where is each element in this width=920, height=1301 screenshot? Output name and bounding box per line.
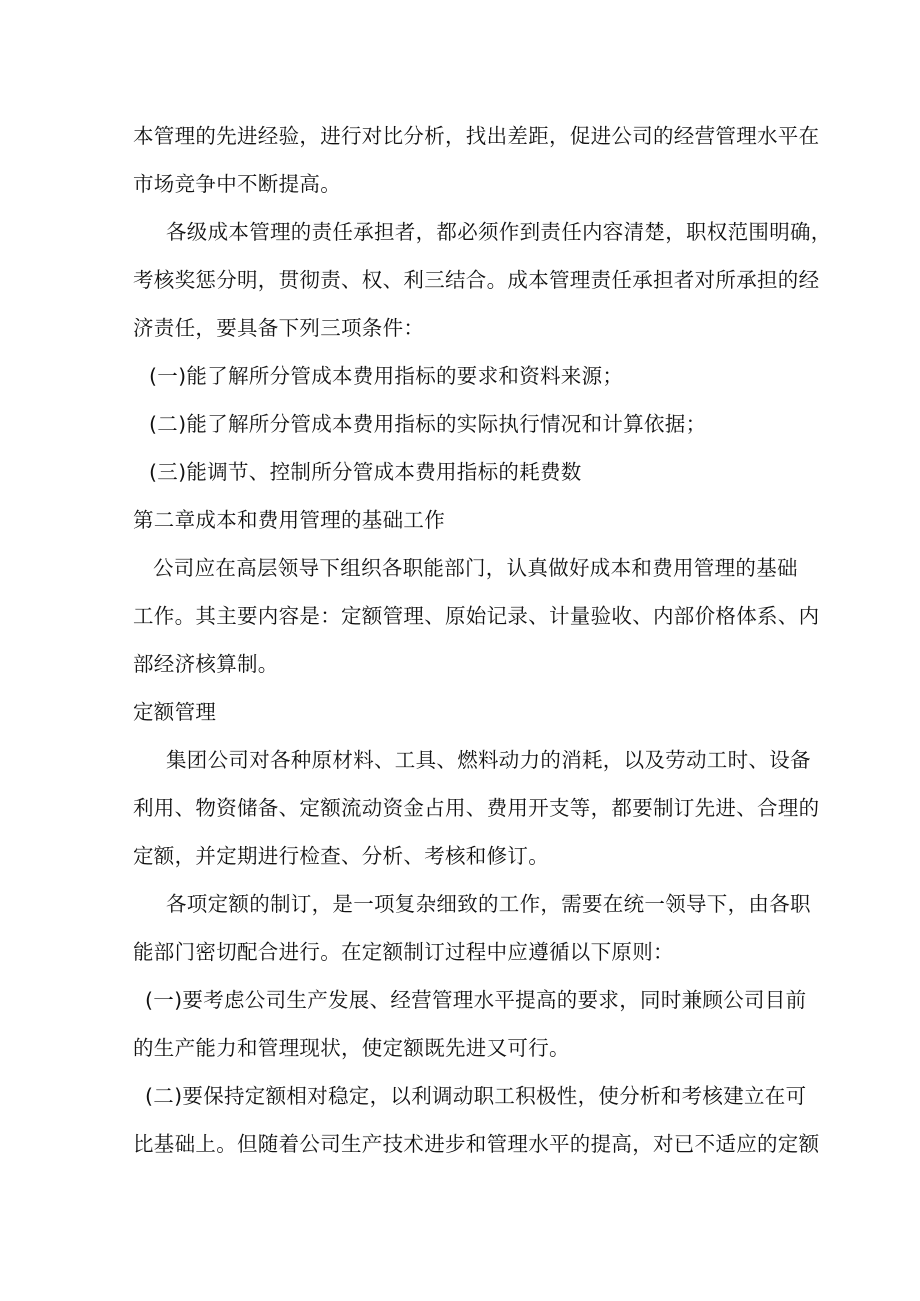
- list-item-line: (二)能了解所分管成本费用指标的实际执行情况和计算依据；: [149, 412, 707, 436]
- text-line: 济责任，要具备下列三项条件：: [133, 316, 425, 340]
- paragraph-start-line: 各级成本管理的责任承担者，都必须作到责任内容清楚，职权范围明确，: [166, 220, 832, 244]
- document-body: [133, 112, 832, 1168]
- list-item-line: (一)要考虑公司生产发展、经营管理水平提高的要求，同时兼顾公司目前: [145, 988, 807, 1012]
- text-line: 能部门密切配合进行。在定额制订过程中应遵循以下原则：: [133, 940, 674, 964]
- list-item-line: (二)要保持定额相对稳定，以利调动职工积极性，使分析和考核建立在可: [145, 1084, 807, 1108]
- chapter-heading: 第二章成本和费用管理的基础工作: [133, 508, 445, 532]
- text-line: 市场竞争中不断提高。: [133, 172, 341, 196]
- text-line: 利用、物资储备、定额流动资金占用、费用开支等，都要制订先进、合理的: [133, 796, 820, 820]
- section-heading: 定额管理: [133, 700, 217, 724]
- list-item-line: (三)能调节、控制所分管成本费用指标的耗费数: [149, 460, 582, 484]
- paragraph-start-line: 各项定额的制订，是一项复杂细致的工作，需要在统一领导下，由各职: [166, 892, 811, 916]
- list-item-line: (一)能了解所分管成本费用指标的要求和资料来源；: [149, 364, 624, 388]
- text-line: 工作。其主要内容是：定额管理、原始记录、计量验收、内部价格体系、内: [133, 604, 820, 628]
- text-line: 定额，并定期进行检查、分析、考核和修订。: [133, 844, 549, 868]
- text-line: 的生产能力和管理现状，使定额既先进又可行。: [133, 1036, 570, 1060]
- paragraph-start-line: 集团公司对各种原材料、工具、燃料动力的消耗，以及劳动工时、设备: [166, 748, 811, 772]
- text-line: 本管理的先进经验，进行对比分析，找出差距，促进公司的经营管理水平在: [133, 124, 820, 148]
- text-line: 部经济核算制。: [133, 652, 279, 676]
- paragraph-start-line: 公司应在高层领导下组织各职能部门，认真做好成本和费用管理的基础: [153, 556, 798, 580]
- text-line: 比基础上。但随着公司生产技术进步和管理水平的提高，对已不适应的定额: [133, 1132, 820, 1156]
- text-line: 考核奖惩分明，贯彻责、权、利三结合。成本管理责任承担者对所承担的经: [133, 268, 820, 292]
